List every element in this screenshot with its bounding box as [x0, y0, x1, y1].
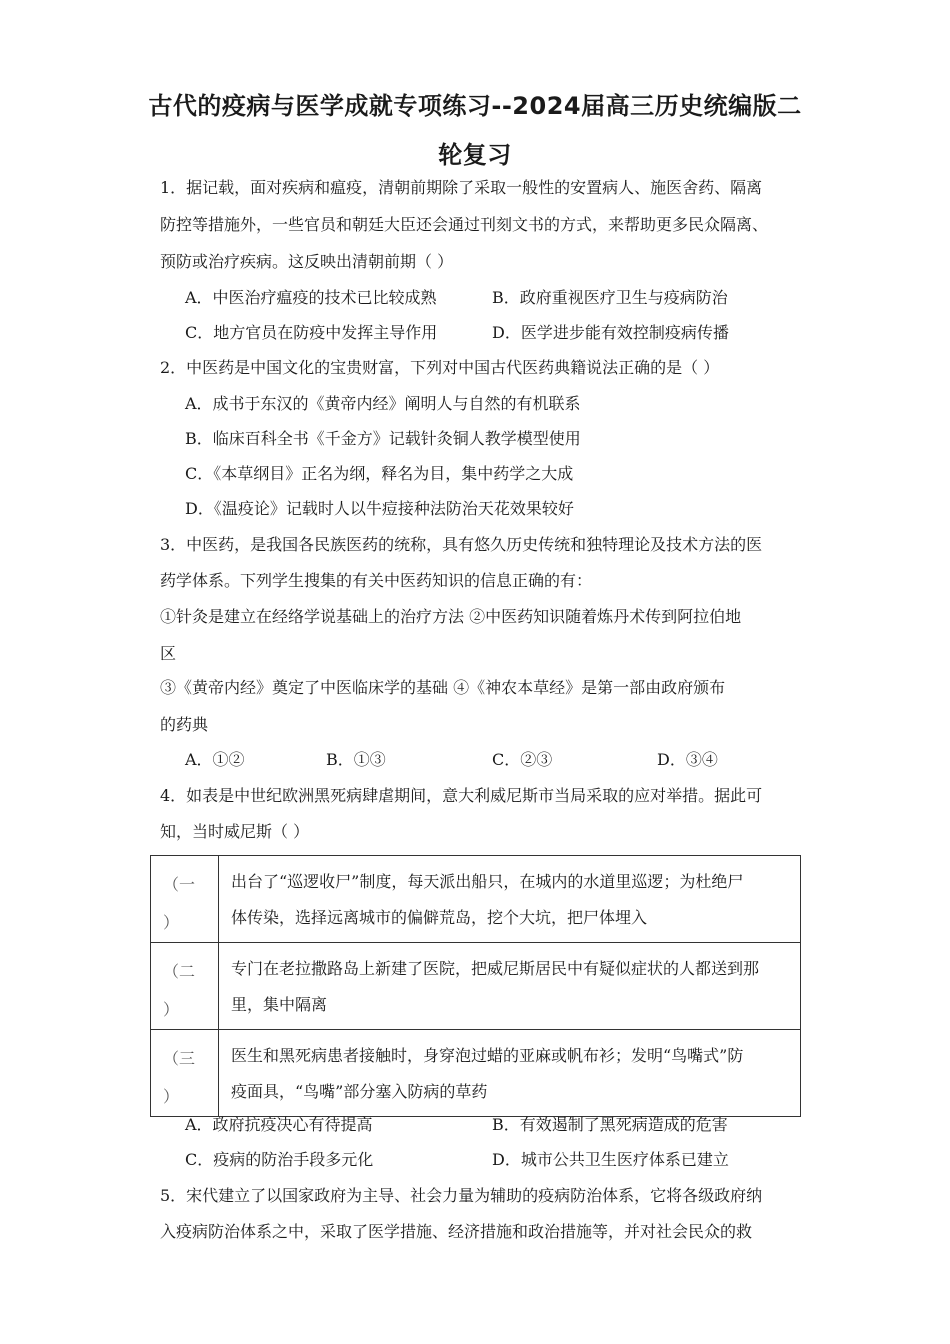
question-3-option-d[interactable]: D．③④ [657, 750, 718, 769]
question-1-text-line-2: 防控等措施外，一些官员和朝廷大臣还会通过刊刻文书的方式，来帮助更多民众隔离、 [160, 215, 769, 234]
description-line: 医生和黑死病患者接触时，身穿泡过蜡的亚麻或帆布衫；发明“鸟嘴式”防 [231, 1046, 744, 1065]
question-3-statement-line-3: ③《黄帝内经》奠定了中医临床学的基础 ④《神农本草经》是第一部由政府颁布 [160, 678, 726, 697]
description-line: 专门在老拉撒路岛上新建了医院，把威尼斯居民中有疑似症状的人都送到那 [231, 959, 760, 978]
venice-measures-table [150, 855, 801, 1117]
question-1-option-b[interactable]: B．政府重视医疗卫生与疫病防治 [492, 288, 728, 307]
question-2-option-c[interactable]: C．《本草纲目》正名为纲，释名为目，集中药学之大成 [185, 464, 574, 483]
question-1-option-a[interactable]: A．中医治疗瘟疫的技术已比较成熟 [185, 288, 437, 307]
question-4-text-line-2: 知，当时威尼斯（ ） [160, 822, 310, 841]
question-2-text-line-1: 2．中医药是中国文化的宝贵财富，下列对中国古代医药典籍说法正确的是（ ） [160, 358, 720, 377]
table-cell-description [219, 1030, 801, 1117]
question-1-text-line-3: 预防或治疗疾病。这反映出清朝前期（ ） [160, 252, 454, 271]
question-5-text-line-1: 5．宋代建立了以国家政府为主导、社会力量为辅助的疫病防治体系，它将各级政府纳 [160, 1186, 763, 1205]
question-2-option-b[interactable]: B．临床百科全书《千金方》记载针灸铜人教学模型使用 [185, 429, 581, 448]
question-3-statement-line-2: 区 [160, 644, 177, 663]
question-1-option-d[interactable]: D．医学进步能有效控制疫病传播 [492, 323, 729, 342]
question-3-option-b[interactable]: B．①③ [326, 750, 386, 769]
question-1-option-c[interactable]: C．地方官员在防疫中发挥主导作用 [185, 323, 438, 342]
table-cell-index [151, 856, 219, 943]
table-row [151, 1030, 801, 1117]
question-4-option-c[interactable]: C．疫病的防治手段多元化 [185, 1150, 374, 1169]
document-title-line-2: 轮复习 [438, 141, 512, 169]
question-2-option-a[interactable]: A．成书于东汉的《黄帝内经》阐明人与自然的有机联系 [185, 394, 581, 413]
question-4-option-b[interactable]: B．有效遏制了黑死病造成的危害 [492, 1115, 728, 1134]
question-5-text-line-2: 入疫病防治体系之中，采取了医学措施、经济措施和政治措施等，并对社会民众的救 [160, 1222, 753, 1241]
index-label-bottom: ） [163, 1087, 180, 1106]
index-label-bottom: ） [163, 913, 180, 932]
table-row [151, 943, 801, 1030]
table-row [151, 856, 801, 943]
index-label-top: （一 [163, 875, 196, 894]
description-line: 疫面具，“鸟嘴”部分塞入防病的草药 [231, 1082, 488, 1101]
index-label-bottom: ） [163, 1000, 180, 1019]
question-3-statement-line-4: 的药典 [160, 715, 209, 734]
table-cell-index [151, 943, 219, 1030]
question-3-option-c[interactable]: C．②③ [492, 750, 553, 769]
document-title-line-1: 古代的疫病与医学成就专项练习--2024届高三历史统编版二 [148, 92, 802, 120]
question-2-option-d[interactable]: D．《温疫论》记载时人以牛痘接种法防治天花效果较好 [185, 499, 574, 518]
index-label-top: （三 [163, 1049, 196, 1068]
index-label-top: （二 [163, 962, 196, 981]
description-line: 出台了“巡逻收尸”制度，每天派出船只，在城内的水道里巡逻；为杜绝尸 [231, 872, 744, 891]
table-cell-description [219, 856, 801, 943]
table-cell-index [151, 1030, 219, 1117]
table-cell-description [219, 943, 801, 1030]
question-3-statement-line-1: ①针灸是建立在经络学说基础上的治疗方法 ②中医药知识随着炼丹术传到阿拉伯地 [160, 607, 742, 626]
question-4-option-d[interactable]: D．城市公共卫生医疗体系已建立 [492, 1150, 729, 1169]
question-3-text-line-2: 药学体系。下列学生搜集的有关中医药知识的信息正确的有： [160, 571, 593, 590]
question-4-option-a[interactable]: A．政府抗疫决心有待提高 [185, 1115, 373, 1134]
description-line: 里，集中隔离 [231, 995, 328, 1014]
description-line: 体传染，选择远离城市的偏僻荒岛，挖个大坑，把尸体埋入 [231, 908, 648, 927]
question-3-text-line-1: 3．中医药，是我国各民族医药的统称，具有悠久历史传统和独特理论及技术方法的医 [160, 535, 763, 554]
question-1-text-line-1: 1．据记载，面对疾病和瘟疫，清朝前期除了采取一般性的安置病人、施医舍药、隔离 [160, 178, 763, 197]
question-3-option-a[interactable]: A．①② [185, 750, 245, 769]
question-4-text-line-1: 4．如表是中世纪欧洲黑死病肆虐期间，意大利威尼斯市当局采取的应对举措。据此可 [160, 786, 763, 805]
